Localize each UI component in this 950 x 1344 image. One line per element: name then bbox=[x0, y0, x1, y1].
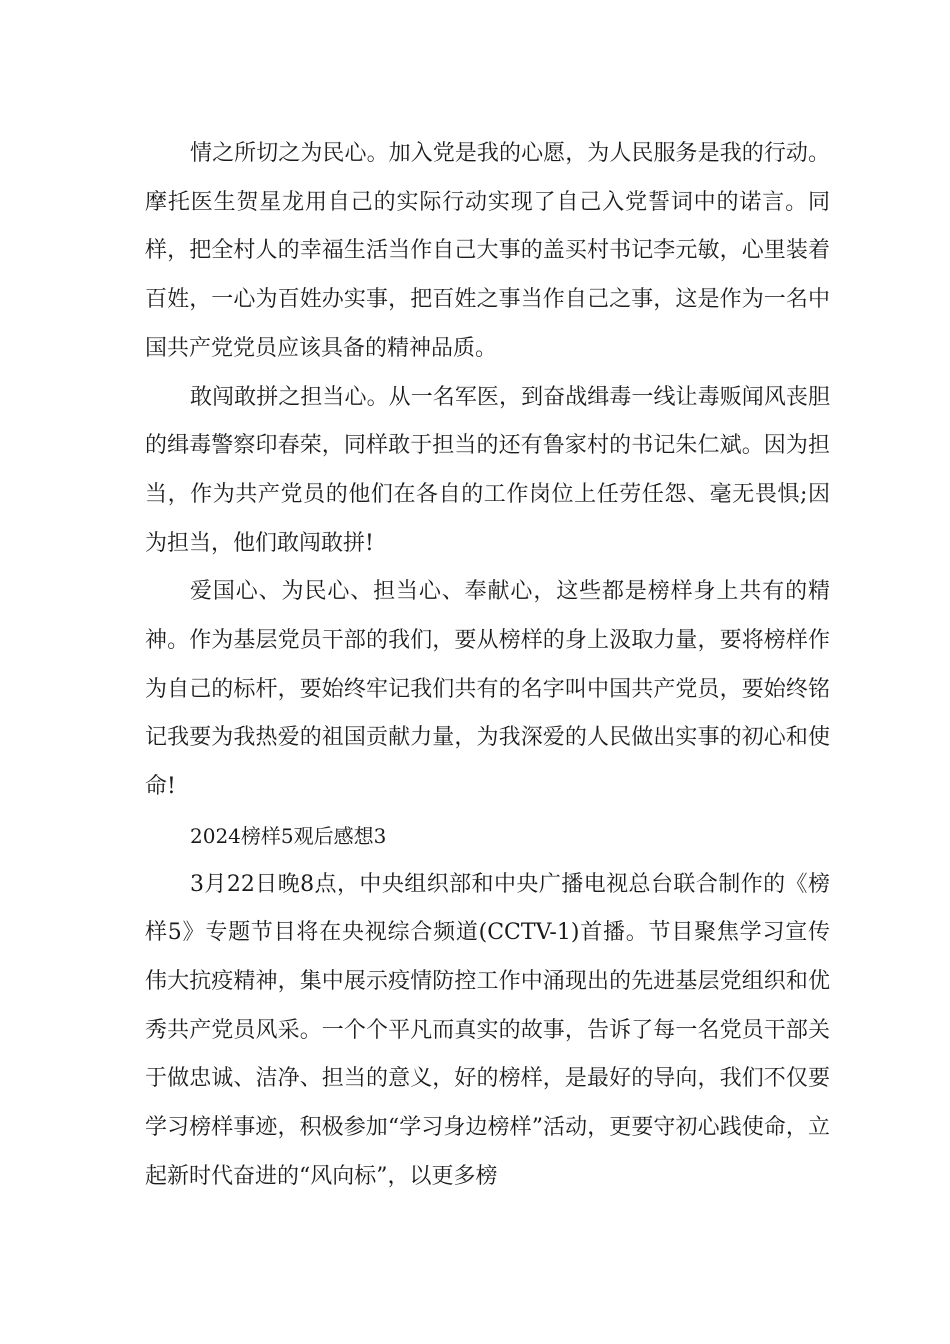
paragraph-bang-yang-5-broadcast: 3月22日晚8点，中央组织部和中央广播电视总台联合制作的《榜样5》专题节目将在央视综合频道(CCTV-1)首播。节目聚焦学习宣传伟大抗疫精神，集中展示疫情防控工作中涌现出的先进基层党组织和优秀共产党员风采。一个个平凡而真实的故事，告诉了每一名党员干部关于做忠诚、洁净、担当的意义，好的榜样，是最好的导向，我们不仅要学习榜样事迹，积极参加“学习身边榜样”活动，更要守初心践使命，立起新时代奋进的“风向标”，以更多榜 bbox=[145, 871, 830, 1189]
paragraph-gong-you-jing-shen: 爱国心、为民心、担当心、奉献心，这些都是榜样身上共有的精神。作为基层党员干部的我们，要从榜样的身上汲取力量，要将榜样作为自己的标杆，要始终牢记我们共有的名字叫中国共产党员，要始终铭记我要为我热爱的祖国贡献力量，为我深爱的人民做出实事的初心和使命! bbox=[145, 579, 830, 800]
section-heading: 2024榜样5观后感想3 bbox=[190, 823, 387, 848]
paragraph-min-xin: 情之所切之为民心。加入党是我的心愿，为人民服务是我的行动。摩托医生贺星龙用自己的实际行动实现了自己入党誓词中的诺言。同样，把全村人的幸福生活当作自己大事的盖买村书记李元敏，心里装着百姓，一心为百姓办实事，把百姓之事当作自己之事，这是作为一名中国共产党党员应该具备的精神品质。 bbox=[145, 141, 830, 361]
paragraph-dan-dang-xin: 敢闯敢拼之担当心。从一名军医，到奋战缉毒一线让毒贩闻风丧胆的缉毒警察印春荣，同样敢于担当的还有鲁家村的书记朱仁斌。因为担当，作为共产党员的他们在各自的工作岗位上任劳任怨、毫无畏惧;因为担当，他们敢闯敢拼! bbox=[145, 384, 830, 556]
document-body bbox=[145, 130, 830, 1201]
